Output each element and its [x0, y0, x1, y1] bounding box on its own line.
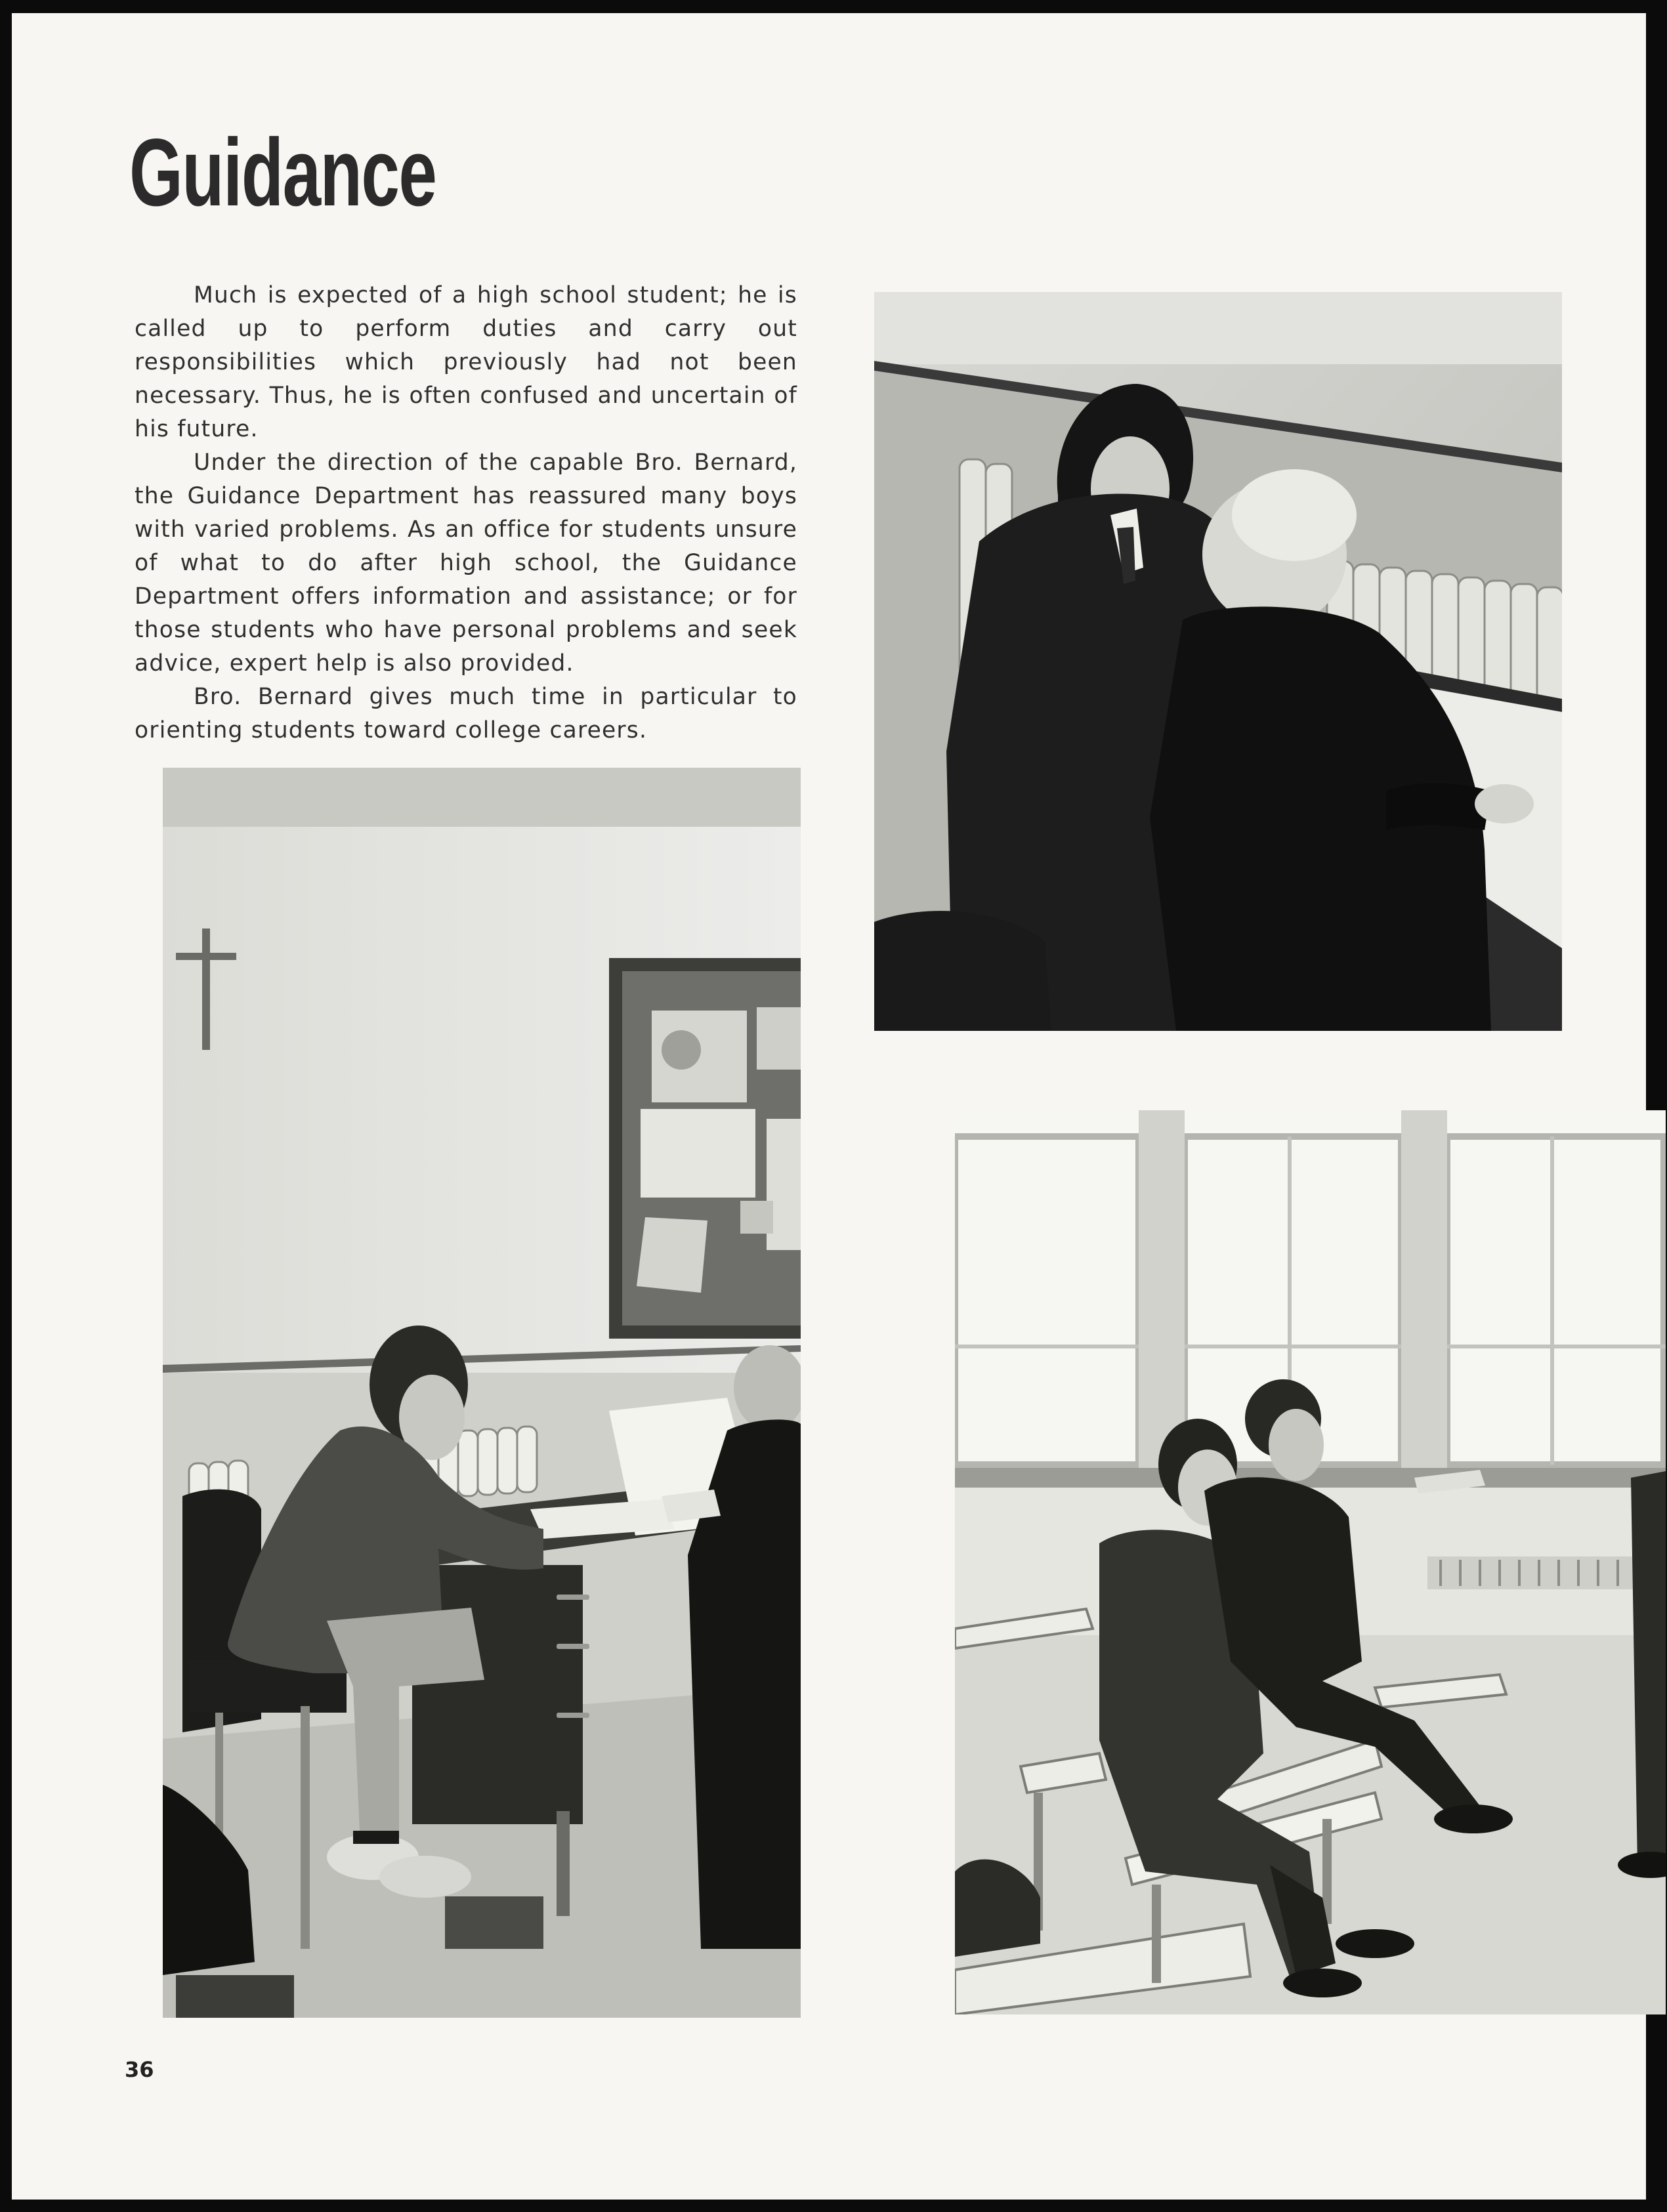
counseling-photo-image [874, 292, 1562, 1031]
classroom-photo-image [955, 1110, 1666, 2014]
paragraph-3: Bro. Bernard gives much time in particular to orienting students toward college careers. [135, 684, 797, 743]
paragraph-2: Under the direction of the capable Bro. Bernard, the Guidance Department has reassured many boys with varied problems. As an office for students unsure of what to do after high school, the Guidance Department offers information and assistance; or for those students who have personal problems and seek advice, expert help is also provided. [135, 449, 797, 677]
photo-counseling-session [874, 292, 1562, 1031]
photo-guidance-office [163, 768, 801, 2018]
paragraph-1: Much is expected of a high school student; he is called up to perform duties and carry out responsibilities which previously had not been necessary. Thus, he is often confused and uncertain of his future. [135, 282, 797, 442]
page-title: Guidance [129, 119, 436, 226]
office-photo-image [163, 768, 801, 2018]
photo-classroom-students [955, 1110, 1666, 2014]
page-number: 36 [125, 2057, 154, 2082]
body-text [135, 279, 797, 747]
